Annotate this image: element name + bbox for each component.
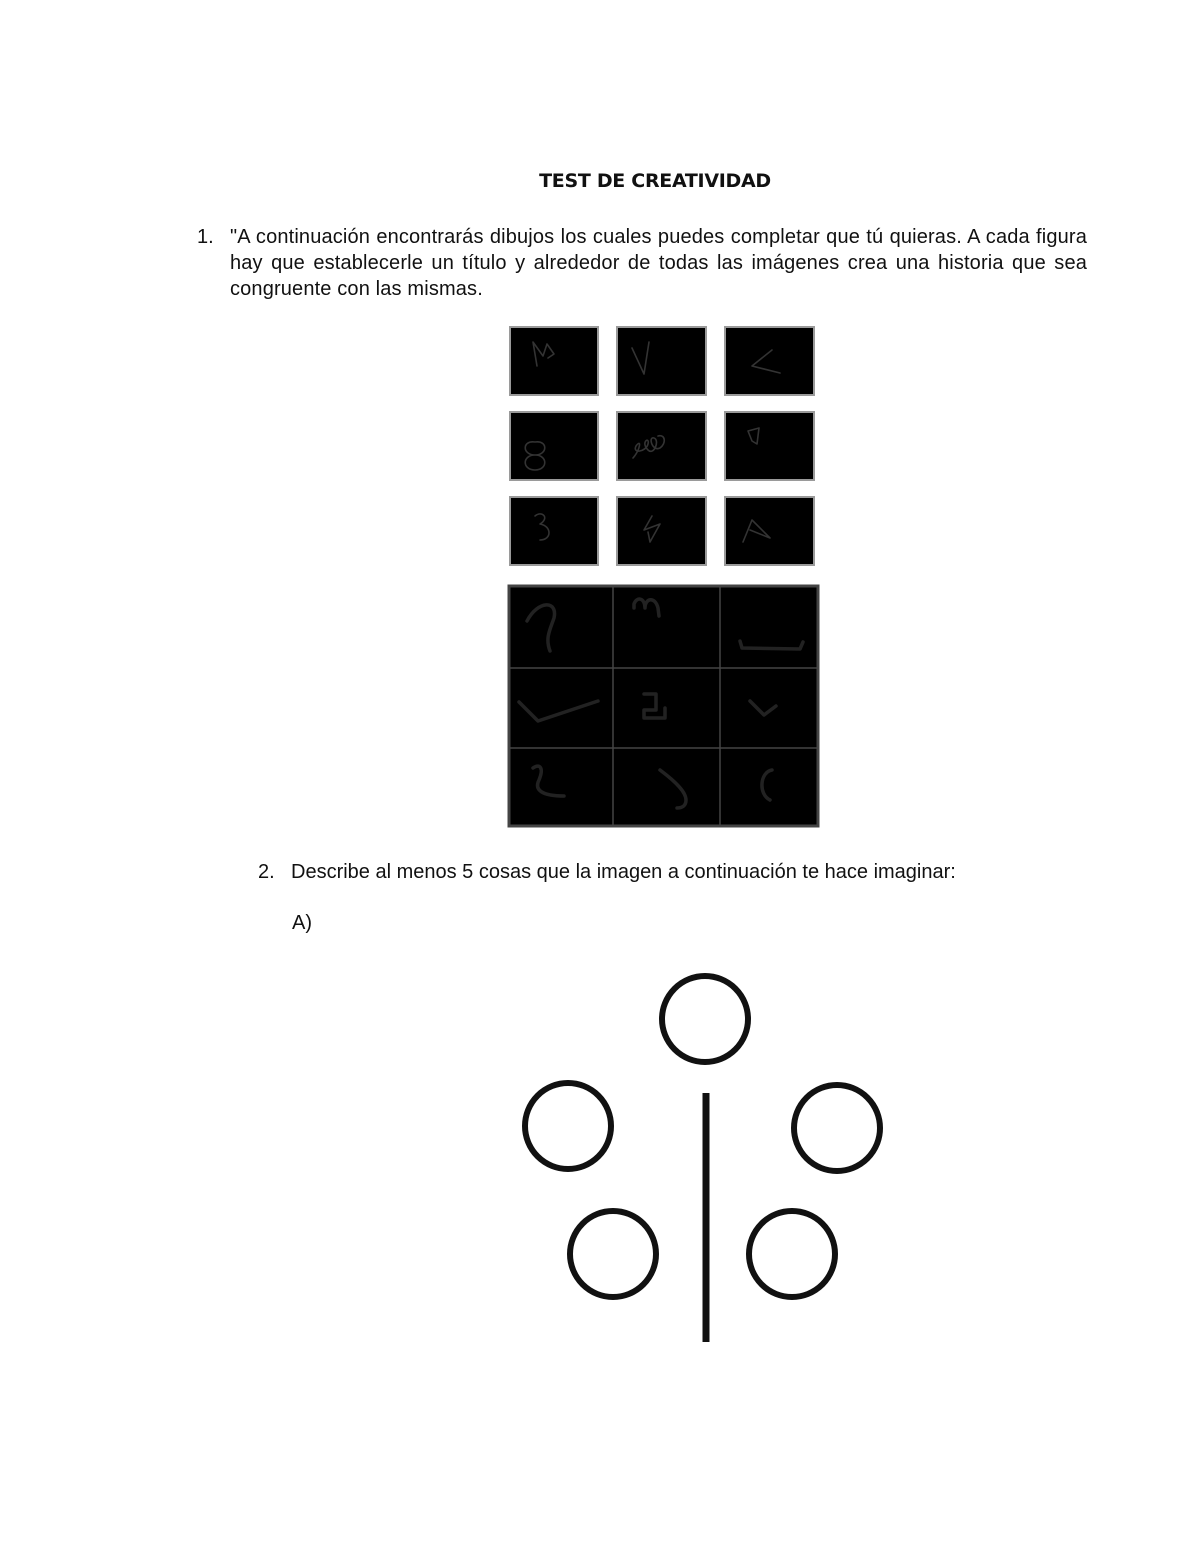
incomplete-drawings-figure <box>500 318 830 838</box>
table-border <box>509 586 818 826</box>
question-2-number: 2. <box>258 861 275 883</box>
bold-table-grid <box>509 586 818 826</box>
circle-lower-right <box>749 1211 835 1297</box>
drawing-box <box>510 327 598 395</box>
drawing-box <box>510 497 598 565</box>
circle-upper-right <box>794 1085 880 1171</box>
drawing-box <box>725 327 814 395</box>
circles-figure <box>500 955 900 1355</box>
circle-upper-left <box>525 1083 611 1169</box>
question-2-text: Describe al menos 5 cosas que la imagen a continuación te hace imaginar: <box>291 861 956 883</box>
drawing-box <box>510 412 598 480</box>
circle-top <box>662 976 748 1062</box>
sub-question-label: A) <box>292 912 312 934</box>
circle-lower-left <box>570 1211 656 1297</box>
drawing-box <box>617 327 706 395</box>
drawing-box <box>725 497 814 565</box>
question-1-text: "A continuación encontrarás dibujos los cuales puedes completar que tú quieras. A cada figura hay que establecerle un título y alrededor de todas las imágenes crea una historia que sea congruente con las mismas. <box>230 226 1087 300</box>
question-1 <box>197 224 1087 302</box>
page-title: TEST DE CREATIVIDAD <box>539 170 771 192</box>
question-1-number: 1. <box>197 226 214 248</box>
drawing-box <box>725 412 814 480</box>
drawing-box <box>617 497 706 565</box>
